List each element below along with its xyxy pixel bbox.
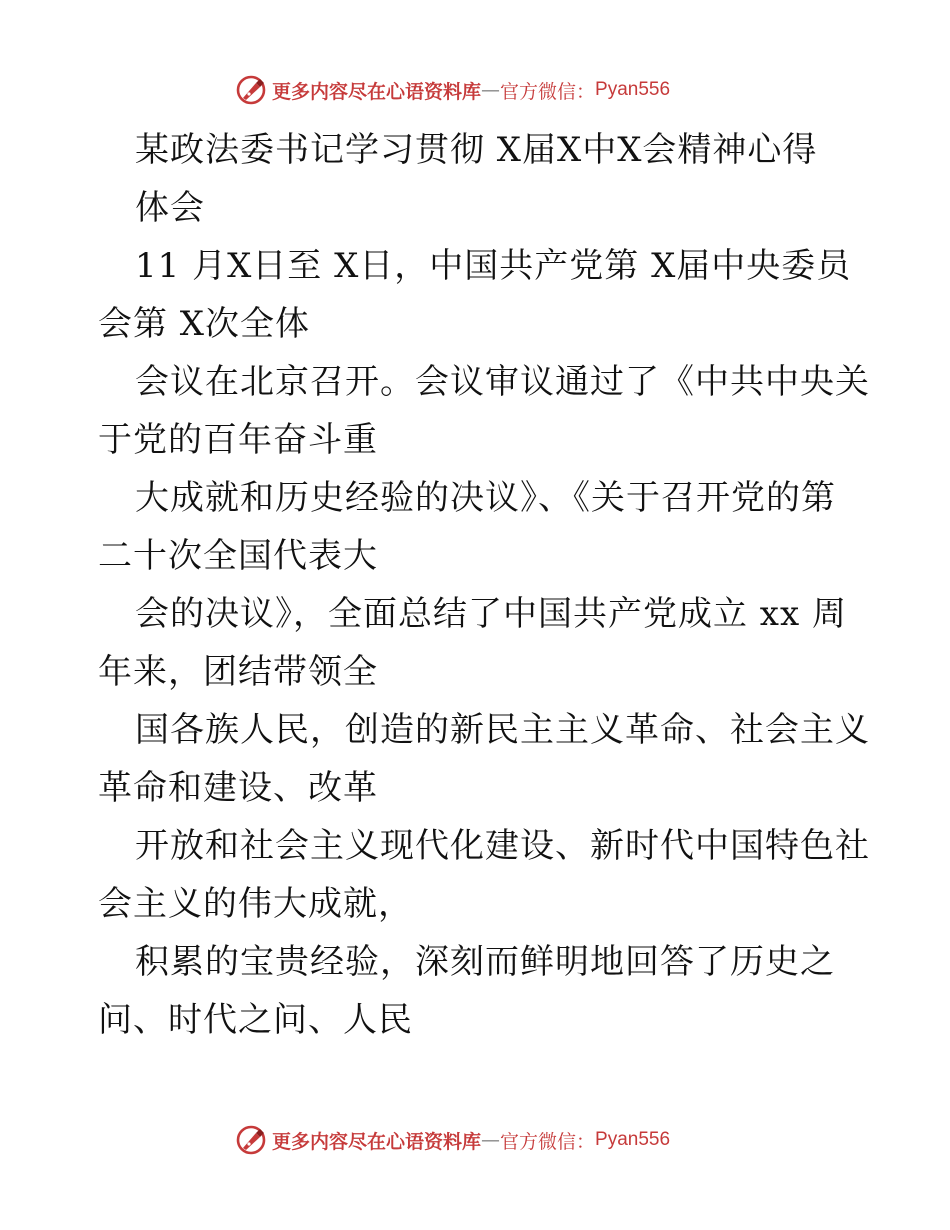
watermark-wechat-id: Pyan556	[595, 79, 671, 100]
paragraph-line: 年来，团结带领全	[98, 652, 378, 692]
watermark-wechat-id: Pyan556	[595, 1129, 671, 1150]
pen-nib-logo-icon	[234, 73, 268, 107]
watermark-brand-text: 更多内容尽在心语资料库	[272, 80, 482, 103]
paragraph-line: 积累的宝贵经验，深刻而鲜明地回答了历史之	[135, 942, 835, 982]
watermark-banner-top	[234, 72, 714, 108]
paragraph-line: 会第 X次全体	[98, 304, 311, 344]
paragraph-line: 11 月X日至 X日，中国共产党第 X届中央委员	[135, 246, 852, 286]
watermark-brand-text: 更多内容尽在心语资料库	[272, 1130, 482, 1153]
paragraph-line: 于党的百年奋斗重	[98, 420, 378, 460]
paragraph-line: 问、时代之问、人民	[98, 1000, 413, 1040]
paragraph-line: 开放和社会主义现代化建设、新时代中国特色社	[135, 826, 870, 866]
document-title-line-2: 体会	[135, 188, 205, 228]
paragraph-line: 国各族人民，创造的新民主主义革命、社会主义	[135, 710, 870, 750]
paragraph-line: 二十次全国代表大	[98, 536, 378, 576]
document-title-line-1: 某政法委书记学习贯彻 X届X中X会精神心得	[135, 130, 818, 170]
watermark-separator: —	[481, 1129, 501, 1151]
watermark-banner-bottom	[234, 1122, 714, 1158]
watermark-official-label: 官方微信：	[500, 80, 596, 103]
pen-nib-logo-icon	[234, 1123, 268, 1157]
paragraph-line: 大成就和历史经验的决议》、《关于召开党的第	[135, 478, 836, 518]
paragraph-line: 会主义的伟大成就，	[98, 884, 413, 924]
paragraph-line: 革命和建设、改革	[98, 768, 378, 808]
paragraph-line: 会议在北京召开。会议审议通过了《中共中央关	[135, 362, 870, 402]
paragraph-line: 会的决议》，全面总结了中国共产党成立 xx 周	[135, 594, 847, 634]
watermark-separator: —	[481, 79, 501, 101]
watermark-official-label: 官方微信：	[500, 1130, 596, 1153]
